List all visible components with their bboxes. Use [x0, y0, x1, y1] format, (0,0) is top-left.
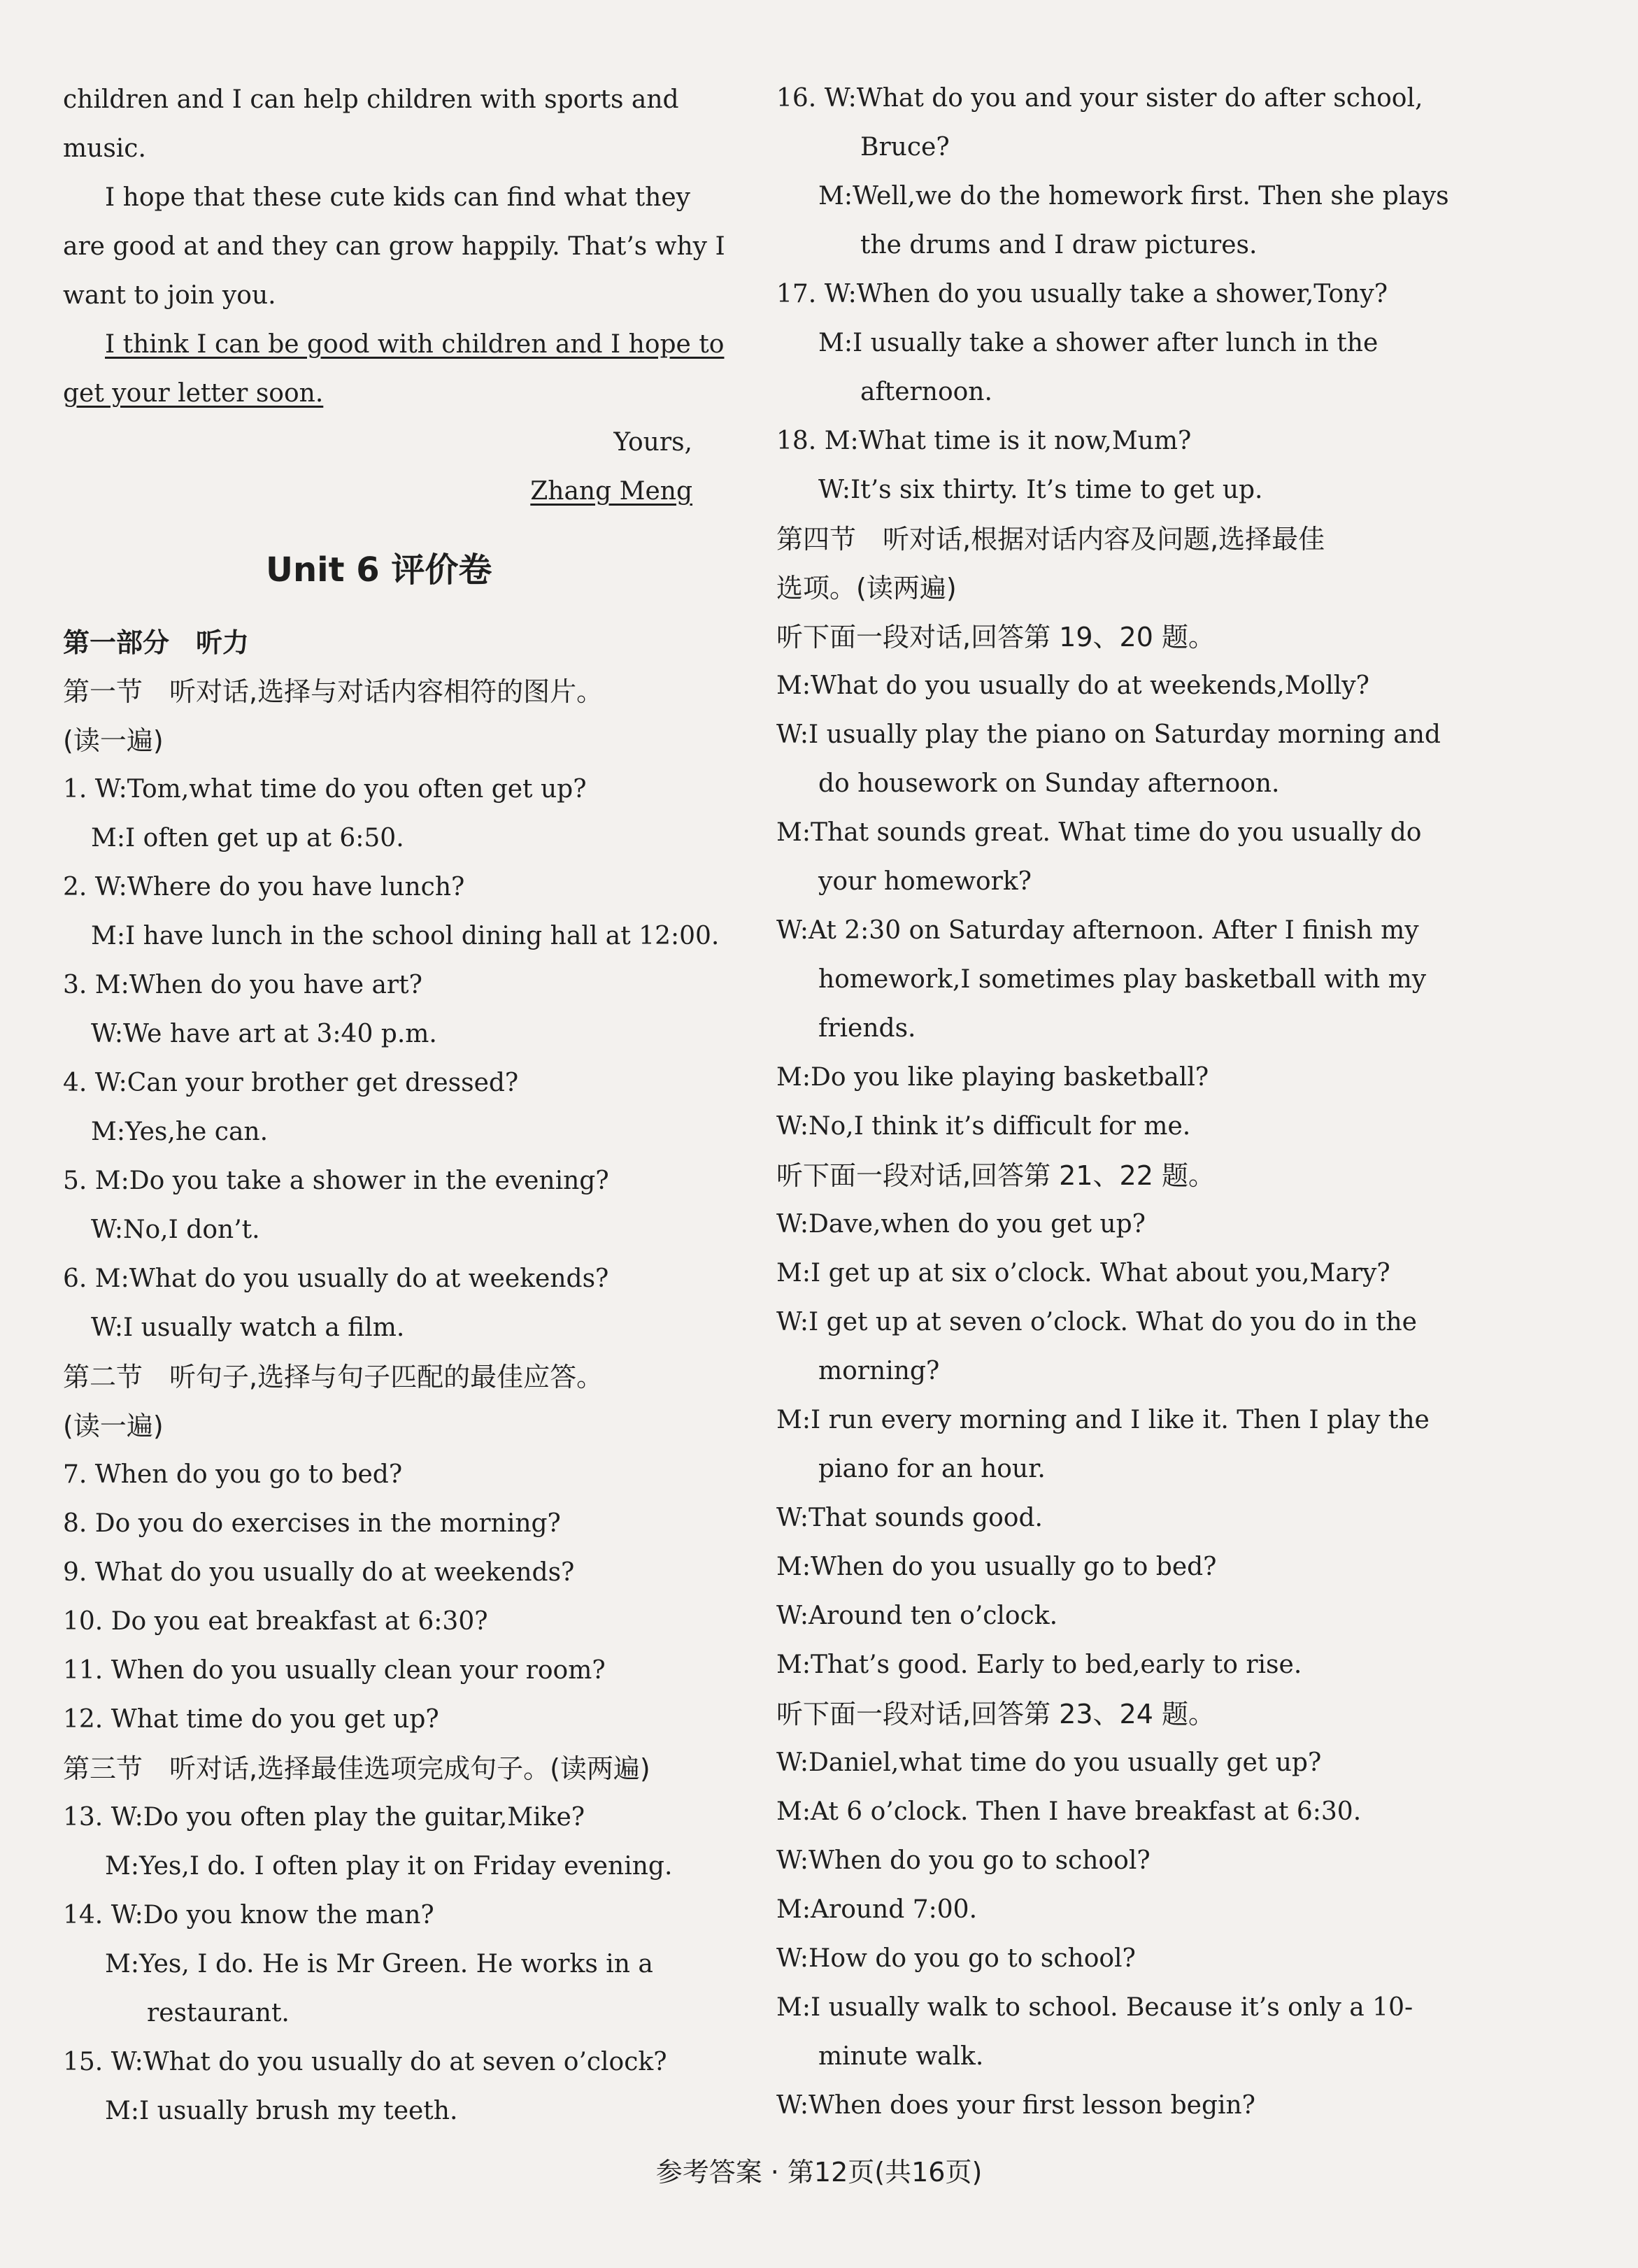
question-line: 3. M:When do you have art? — [63, 971, 422, 999]
letter-line: music. — [63, 134, 146, 163]
answer-line: W:It’s six thirty. It’s time to get up. — [818, 476, 1263, 504]
dialogue-line: piano for an hour. — [818, 1455, 1046, 1483]
answer-line: M:I usually take a shower after lunch in the — [818, 329, 1379, 357]
answer-line: the drums and I draw pictures. — [860, 231, 1258, 259]
letter-line: want to join you. — [63, 281, 276, 310]
section-heading: 第一节 听对话,选择与对话内容相符的图片。 — [63, 676, 604, 707]
answer-line: M:I often get up at 6:50. — [91, 824, 404, 853]
question-line: 18. M:What time is it now,Mum? — [776, 427, 1192, 455]
dialogue-intro: 听下面一段对话,回答第 19、20 题。 — [776, 622, 1215, 652]
dialogue-line: M:When do you usually go to bed? — [776, 1553, 1217, 1581]
dialogue-line: M:What do you usually do at weekends,Molly? — [776, 671, 1369, 700]
dialogue-line: W:When does your first lesson begin? — [776, 2091, 1255, 2120]
question-line: 1. W:Tom,what time do you often get up? — [63, 775, 587, 804]
page-footer: 参考答案 · 第12页(共16页) — [655, 2157, 983, 2188]
answer-line: W:No,I don’t. — [91, 1215, 260, 1244]
answer-line: M:I have lunch in the school dining hall at 12:00. — [91, 922, 720, 950]
section-heading: 选项。(读两遍) — [776, 573, 957, 604]
dialogue-line: M:That’s good. Early to bed,early to rise. — [776, 1650, 1302, 1679]
letter-line: are good at and they can grow happily. That’s why I — [63, 232, 725, 261]
dialogue-line: W:Daniel,what time do you usually get up? — [776, 1748, 1322, 1777]
answer-line: M:Yes,he can. — [91, 1118, 269, 1146]
question-line: 4. W:Can your brother get dressed? — [63, 1069, 519, 1097]
dialogue-line: M:At 6 o’clock. Then I have breakfast at 6:30. — [776, 1797, 1362, 1826]
dialogue-line: your homework? — [818, 867, 1032, 896]
question-line: 6. M:What do you usually do at weekends? — [63, 1264, 609, 1293]
dialogue-intro: 听下面一段对话,回答第 23、24 题。 — [776, 1699, 1215, 1729]
question-line: 11. When do you usually clean your room? — [63, 1656, 606, 1685]
dialogue-line: morning? — [818, 1357, 940, 1385]
answer-line: M:Well,we do the homework first. Then she plays — [818, 182, 1449, 211]
section-heading: 第四节 听对话,根据对话内容及问题,选择最佳 — [776, 524, 1325, 555]
letter-answer-line: I think I can be good with children and I hope to — [105, 330, 725, 359]
letter-line: children and I can help children with sports and — [63, 85, 679, 114]
letter-signature: Zhang Meng — [530, 477, 692, 506]
dialogue-line: minute walk. — [818, 2042, 984, 2071]
question-line: 5. M:Do you take a shower in the evening? — [63, 1167, 609, 1195]
section-note: (读一遍) — [63, 725, 164, 756]
dialogue-line: friends. — [818, 1014, 916, 1043]
answer-line: W:I usually watch a film. — [91, 1313, 405, 1342]
dialogue-line: W:When do you go to school? — [776, 1846, 1151, 1875]
question-line: 17. W:When do you usually take a shower,Tony? — [776, 280, 1388, 308]
unit-title: Unit 6 评价卷 — [266, 550, 492, 590]
answer-line: M:I usually brush my teeth. — [105, 2097, 458, 2125]
dialogue-line: W:Dave,when do you get up? — [776, 1210, 1146, 1239]
question-line: 16. W:What do you and your sister do after school, — [776, 84, 1423, 113]
question-line: 2. W:Where do you have lunch? — [63, 873, 465, 901]
question-line: 10. Do you eat breakfast at 6:30? — [63, 1607, 488, 1636]
section-heading: 第二节 听句子,选择与句子匹配的最佳应答。 — [63, 1362, 604, 1392]
question-line: Bruce? — [860, 133, 950, 162]
dialogue-line: M:That sounds great. What time do you usually do — [776, 818, 1422, 847]
section-heading: 第三节 听对话,选择最佳选项完成句子。(读两遍) — [63, 1753, 650, 1784]
dialogue-line: M:Around 7:00. — [776, 1895, 978, 1924]
dialogue-line: W:Around ten o’clock. — [776, 1602, 1058, 1630]
dialogue-line: W:I get up at seven o’clock. What do you do in the — [776, 1308, 1417, 1336]
dialogue-line: W:At 2:30 on Saturday afternoon. After I finish my — [776, 916, 1419, 945]
question-line: 14. W:Do you know the man? — [63, 1901, 434, 1930]
question-line: 13. W:Do you often play the guitar,Mike? — [63, 1803, 585, 1832]
answer-line: restaurant. — [147, 1999, 290, 2027]
dialogue-line: W:That sounds good. — [776, 1504, 1043, 1532]
dialogue-intro: 听下面一段对话,回答第 21、22 题。 — [776, 1160, 1215, 1191]
dialogue-line: W:How do you go to school? — [776, 1944, 1136, 1973]
letter-line: I hope that these cute kids can find what they — [105, 183, 690, 212]
dialogue-line: W:I usually play the piano on Saturday morning and — [776, 720, 1441, 749]
answer-line: afternoon. — [860, 378, 992, 406]
letter-closing: Yours, — [613, 428, 692, 457]
question-line: 15. W:What do you usually do at seven o’clock? — [63, 2048, 667, 2076]
answer-line: W:We have art at 3:40 p.m. — [91, 1020, 437, 1048]
letter-answer-line: get your letter soon. — [63, 379, 324, 408]
question-line: 7. When do you go to bed? — [63, 1460, 403, 1489]
answer-line: M:Yes,I do. I often play it on Friday evening. — [105, 1852, 673, 1881]
question-line: 12. What time do you get up? — [63, 1705, 439, 1734]
question-line: 8. Do you do exercises in the morning? — [63, 1509, 561, 1538]
answer-line: M:Yes, I do. He is Mr Green. He works in a — [105, 1950, 653, 1978]
dialogue-line: homework,I sometimes play basketball with my — [818, 965, 1427, 994]
dialogue-line: W:No,I think it’s difficult for me. — [776, 1112, 1191, 1141]
dialogue-line: do housework on Sunday afternoon. — [818, 769, 1280, 798]
dialogue-line: M:I usually walk to school. Because it’s only a 10- — [776, 1993, 1413, 2022]
section-note: (读一遍) — [63, 1411, 164, 1441]
question-line: 9. What do you usually do at weekends? — [63, 1558, 575, 1587]
dialogue-line: M:I get up at six o’clock. What about you,Mary? — [776, 1259, 1390, 1288]
dialogue-line: M:Do you like playing basketball? — [776, 1063, 1209, 1092]
dialogue-line: M:I run every morning and I like it. Then I play the — [776, 1406, 1430, 1434]
part-heading: 第一部分 听力 — [63, 627, 250, 658]
